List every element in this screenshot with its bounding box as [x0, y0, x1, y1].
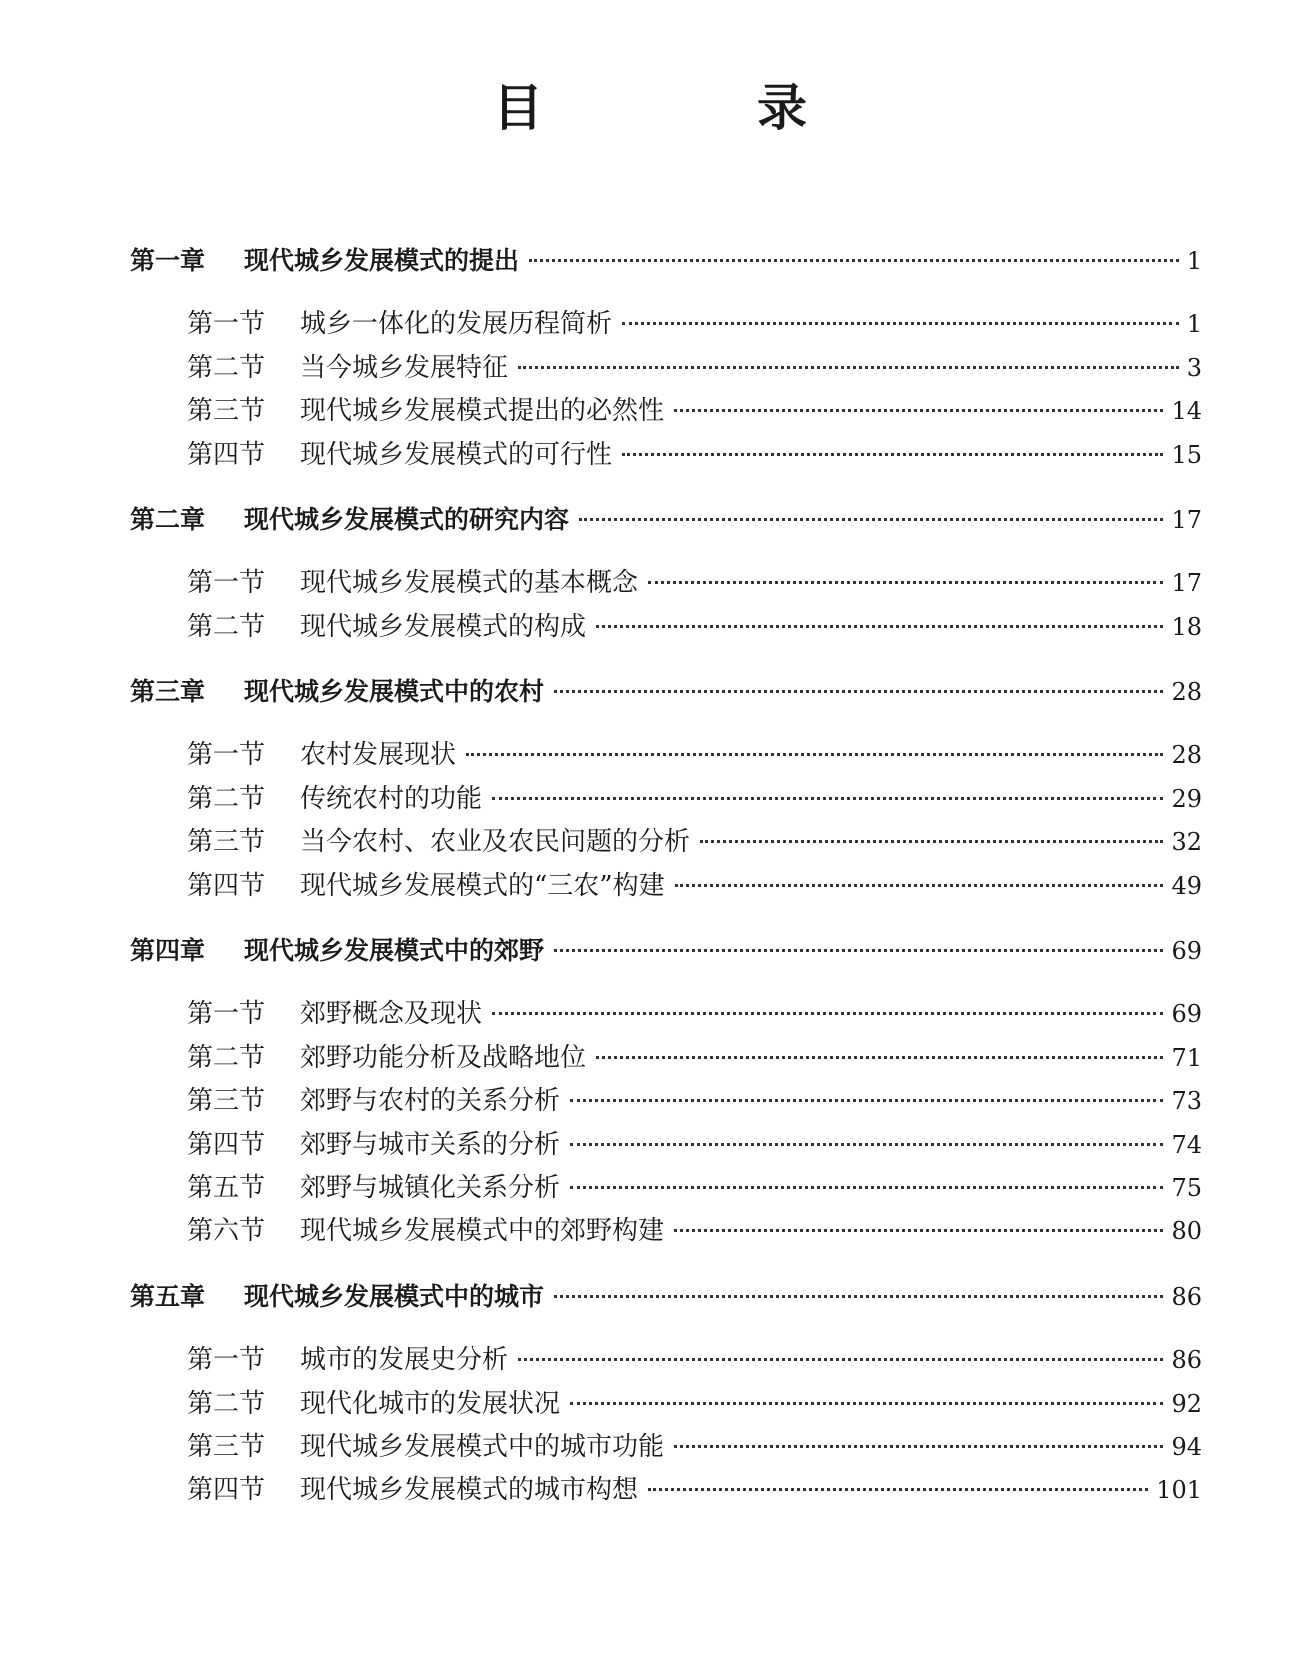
section-title: 现代城乡发展模式的构成	[300, 612, 587, 642]
dot-leader	[554, 690, 1163, 693]
toc-chapter-3[interactable]	[130, 674, 1202, 710]
page-number: 69	[1171, 937, 1202, 965]
toc-section-2-2[interactable]	[187, 609, 1202, 645]
dot-leader	[492, 1012, 1163, 1015]
chapter-number: 第五章	[130, 1282, 206, 1311]
toc-section-4-3[interactable]	[187, 1083, 1202, 1119]
dot-leader	[529, 259, 1179, 262]
page-number: 32	[1171, 828, 1202, 856]
section-number: 第四节	[187, 440, 266, 470]
page-number: 15	[1171, 441, 1202, 469]
section-title: 现代城乡发展模式的城市构想	[300, 1475, 639, 1505]
toc-section-3-2[interactable]	[187, 781, 1202, 817]
page-number: 92	[1171, 1390, 1202, 1418]
section-number: 第二节	[187, 612, 266, 642]
section-number: 第四节	[187, 1475, 266, 1505]
section-number: 第四节	[187, 1130, 266, 1160]
page-number: 49	[1171, 872, 1202, 900]
toc-section-1-1[interactable]	[187, 306, 1202, 342]
dot-leader	[570, 1186, 1163, 1189]
page-title: 目 录	[493, 79, 889, 137]
toc-section-3-4[interactable]	[187, 868, 1202, 904]
toc-chapter-4[interactable]	[130, 933, 1202, 969]
dot-leader	[554, 949, 1163, 952]
toc-section-5-3[interactable]	[187, 1429, 1202, 1465]
section-title: 城乡一体化的发展历程简析	[300, 309, 613, 339]
toc-chapter-2[interactable]	[130, 502, 1202, 538]
section-number: 第五节	[187, 1173, 266, 1203]
section-title: 现代化城市的发展状况	[300, 1389, 561, 1419]
chapter-number: 第一章	[130, 246, 206, 275]
toc-section-4-6[interactable]	[187, 1213, 1202, 1249]
page-number: 86	[1171, 1283, 1202, 1311]
dot-leader	[570, 1143, 1163, 1146]
section-number: 第一节	[187, 568, 266, 598]
section-title: 郊野与城市关系的分析	[300, 1130, 561, 1160]
section-number: 第二节	[187, 1043, 266, 1073]
section-number: 第一节	[187, 740, 266, 770]
dot-leader	[518, 1358, 1163, 1361]
page-number: 71	[1171, 1044, 1202, 1072]
section-title: 郊野概念及现状	[300, 999, 483, 1029]
section-number: 第六节	[187, 1216, 266, 1246]
toc-section-4-4[interactable]	[187, 1127, 1202, 1163]
page-number: 17	[1171, 506, 1202, 534]
dot-leader	[570, 1402, 1163, 1405]
page-number: 86	[1171, 1346, 1202, 1374]
section-number: 第二节	[187, 784, 266, 814]
dot-leader	[648, 581, 1163, 584]
section-number: 第一节	[187, 999, 266, 1029]
toc-section-1-3[interactable]	[187, 393, 1202, 429]
toc-section-5-2[interactable]	[187, 1386, 1202, 1422]
section-number: 第二节	[187, 1389, 266, 1419]
section-number: 第三节	[187, 1432, 266, 1462]
section-title: 现代城乡发展模式中的城市功能	[300, 1432, 665, 1462]
section-title: 农村发展现状	[300, 740, 457, 770]
toc-section-5-1[interactable]	[187, 1342, 1202, 1378]
dot-leader	[674, 1445, 1163, 1448]
section-number: 第三节	[187, 827, 266, 857]
dot-leader	[675, 884, 1164, 887]
page-number: 74	[1171, 1131, 1202, 1159]
toc-section-3-1[interactable]	[187, 737, 1202, 773]
section-title: 郊野与农村的关系分析	[300, 1086, 561, 1116]
dot-leader	[596, 1056, 1163, 1059]
dot-leader	[648, 1488, 1148, 1491]
toc-chapter-1[interactable]	[130, 243, 1202, 279]
section-number: 第一节	[187, 1345, 266, 1375]
chapter-title: 现代城乡发展模式中的郊野	[244, 936, 545, 965]
page-number: 18	[1171, 613, 1202, 641]
chapter-number: 第二章	[130, 505, 206, 534]
dot-leader	[466, 753, 1163, 756]
page-number: 101	[1156, 1476, 1202, 1504]
toc-section-4-1[interactable]	[187, 996, 1202, 1032]
dot-leader	[492, 797, 1163, 800]
section-title: 现代城乡发展模式中的郊野构建	[300, 1216, 665, 1246]
chapter-number: 第四章	[130, 936, 206, 965]
section-title: 城市的发展史分析	[300, 1345, 509, 1375]
section-title: 现代城乡发展模式提出的必然性	[300, 396, 665, 426]
section-title: 现代城乡发展模式的基本概念	[300, 568, 639, 598]
section-number: 第二节	[187, 353, 266, 383]
toc-section-2-1[interactable]	[187, 565, 1202, 601]
toc-section-1-4[interactable]	[187, 437, 1202, 473]
chapter-title: 现代城乡发展模式中的城市	[244, 1282, 545, 1311]
section-title: 郊野与城镇化关系分析	[300, 1173, 561, 1203]
section-title: 郊野功能分析及战略地位	[300, 1043, 587, 1073]
section-title: 现代城乡发展模式的“三农”构建	[300, 871, 665, 901]
page-number: 80	[1171, 1217, 1202, 1245]
section-number: 第三节	[187, 396, 266, 426]
dot-leader	[674, 1229, 1163, 1232]
page-number: 73	[1171, 1087, 1202, 1115]
page-number: 69	[1171, 1000, 1202, 1028]
toc-section-5-4[interactable]	[187, 1472, 1202, 1508]
chapter-title: 现代城乡发展模式中的农村	[244, 677, 545, 706]
dot-leader	[596, 625, 1163, 628]
toc-section-3-3[interactable]	[187, 824, 1202, 860]
toc-section-4-2[interactable]	[187, 1040, 1202, 1076]
page-number: 28	[1171, 678, 1202, 706]
page-number: 94	[1171, 1433, 1202, 1461]
section-title: 传统农村的功能	[300, 784, 483, 814]
page-number: 75	[1171, 1174, 1202, 1202]
section-number: 第三节	[187, 1086, 266, 1116]
chapter-title: 现代城乡发展模式的研究内容	[244, 505, 570, 534]
dot-leader	[700, 840, 1163, 843]
page-number: 28	[1171, 741, 1202, 769]
section-title: 当今农村、农业及农民问题的分析	[300, 827, 691, 857]
section-title: 当今城乡发展特征	[300, 353, 509, 383]
page-number: 17	[1171, 569, 1202, 597]
toc-section-4-5[interactable]	[187, 1170, 1202, 1206]
toc-section-1-2[interactable]	[187, 350, 1202, 386]
page-number: 1	[1186, 310, 1202, 338]
dot-leader	[554, 1295, 1163, 1298]
page-number: 3	[1186, 354, 1202, 382]
page-number: 29	[1171, 785, 1202, 813]
section-number: 第四节	[187, 871, 266, 901]
section-title: 现代城乡发展模式的可行性	[300, 440, 613, 470]
dot-leader	[518, 366, 1179, 369]
dot-leader	[622, 453, 1163, 456]
toc-chapter-5[interactable]	[130, 1279, 1202, 1315]
page-number: 1	[1186, 247, 1202, 275]
dot-leader	[579, 518, 1163, 521]
chapter-number: 第三章	[130, 677, 206, 706]
dot-leader	[570, 1099, 1163, 1102]
dot-leader	[622, 322, 1179, 325]
page-number: 14	[1171, 397, 1202, 425]
section-number: 第一节	[187, 309, 266, 339]
dot-leader	[674, 409, 1163, 412]
chapter-title: 现代城乡发展模式的提出	[244, 246, 520, 275]
